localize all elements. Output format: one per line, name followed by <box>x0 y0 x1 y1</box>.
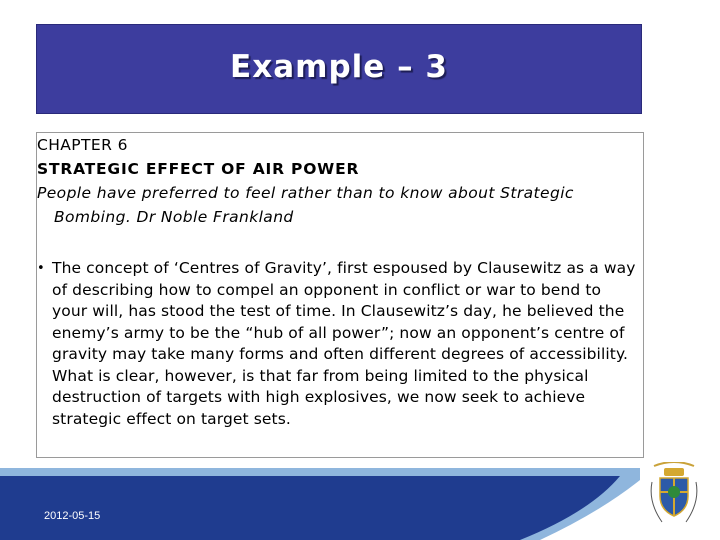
title-banner <box>36 24 642 114</box>
quote-line-1: People have preferred to feel rather than to know about Strategic <box>37 184 574 202</box>
bullet-item <box>37 258 641 430</box>
footer-swoosh <box>0 462 720 540</box>
content-box <box>36 132 644 458</box>
bullet-text: The concept of ‘Centres of Gravity’, first espoused by Clausewitz as a way of describing how to compel an opponent in conflict or war to bend to your will, has stood the test of time. In Clausewitz’s day, he believed the enemy’s army to be the “hub of all power”; now an opponent’s centre of gravity may take many forms and often different degrees of accessibility. What is clear, however, is that far from being limited to the physical destruction of targets with high explosives, we now seek to achieve strategic effect on target sets. <box>52 259 636 428</box>
footer-date: 2012-05-15 <box>44 510 101 522</box>
chapter-heading: STRATEGIC EFFECT OF AIR POWER <box>37 160 360 178</box>
slide-title: Example – 3 <box>230 49 448 85</box>
chapter-label: CHAPTER 6 <box>37 136 128 154</box>
epigraph-quote <box>37 181 641 229</box>
bullet-icon: • <box>37 261 45 276</box>
quote-line-2: Bombing. Dr Noble Frankland <box>54 208 294 226</box>
national-defence-college-crest-icon <box>646 462 702 530</box>
